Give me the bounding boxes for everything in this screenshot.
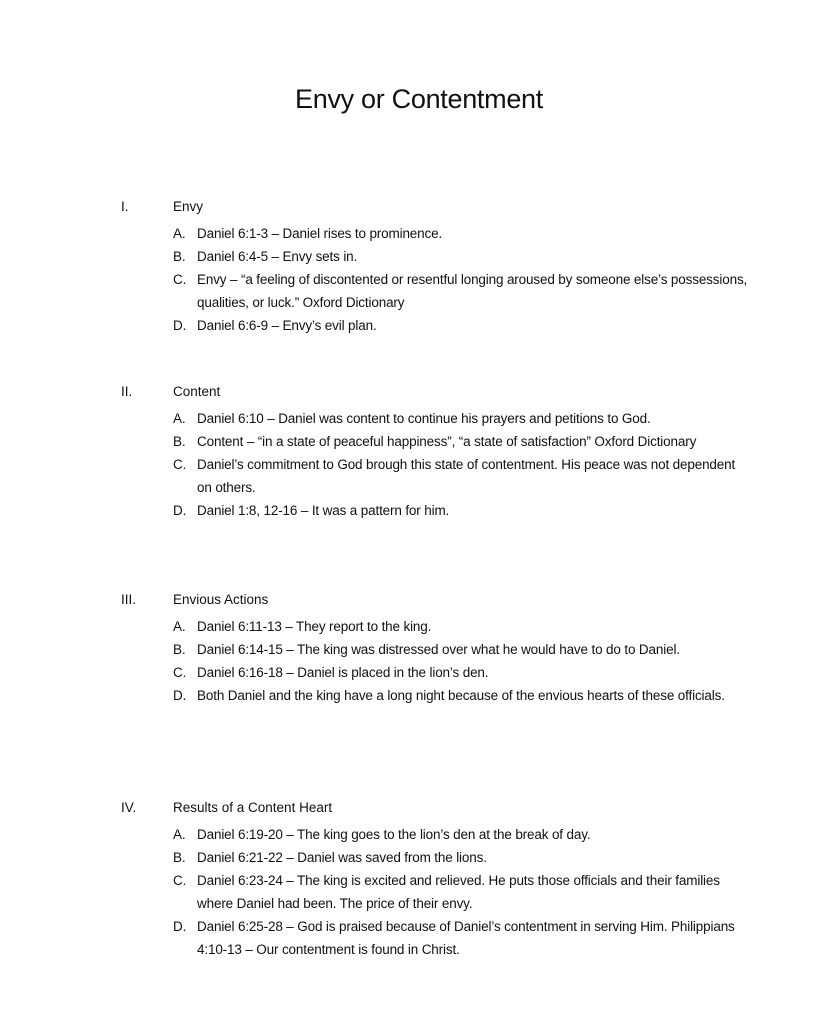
section-numeral: IV.: [121, 800, 137, 815]
item-text: Both Daniel and the king have a long night because of the envious hearts of these officials.: [197, 687, 725, 703]
outline-item: [173, 869, 753, 915]
item-text: Daniel 6:1-3 – Daniel rises to prominence.: [197, 225, 443, 241]
item-letter: D.: [173, 918, 187, 934]
outline-item: [173, 453, 753, 499]
outline-item: [173, 915, 753, 961]
section-heading: Results of a Content Heart: [173, 800, 333, 815]
section-heading: Envy: [173, 199, 204, 214]
item-text: Daniel 6:25-28 – God is praised because of Daniel’s contentment in serving Him. Philippians 4:10-13 – Our contentment is found in Christ.: [197, 918, 735, 957]
outline-item: [173, 222, 753, 245]
item-text: Daniel’s commitment to God brough this state of contentment. His peace was not dependent on others.: [197, 456, 736, 495]
section-numeral: I.: [121, 199, 129, 214]
item-text: Daniel 6:21-22 – Daniel was saved from the lions.: [197, 849, 487, 865]
section-items: [173, 823, 753, 961]
item-letter: C.: [173, 664, 187, 680]
section-numeral: II.: [121, 384, 133, 399]
item-text: Daniel 6:19-20 – The king goes to the lion’s den at the break of day.: [197, 826, 591, 842]
item-text: Content – “in a state of peaceful happiness”, “a state of satisfaction” Oxford Dictionary: [197, 433, 697, 449]
item-letter: A.: [173, 410, 186, 426]
item-letter: A.: [173, 826, 186, 842]
item-text: Daniel 6:16-18 – Daniel is placed in the lion’s den.: [197, 664, 489, 680]
item-letter: D.: [173, 317, 187, 333]
item-letter: C.: [173, 271, 187, 287]
outline-item: [173, 638, 753, 661]
item-text: Daniel 6:10 – Daniel was content to continue his prayers and petitions to God.: [197, 410, 651, 426]
item-text: Daniel 6:11-13 – They report to the king.: [197, 618, 432, 634]
outline-item: [173, 407, 753, 430]
outline-item: [173, 268, 753, 314]
outline-item: [173, 430, 753, 453]
item-letter: D.: [173, 502, 187, 518]
outline-item: [173, 314, 753, 337]
item-letter: B.: [173, 641, 186, 657]
section-items: [173, 222, 753, 337]
outline-item: [173, 823, 753, 846]
outline-item: [173, 615, 753, 638]
item-letter: D.: [173, 687, 187, 703]
item-letter: C.: [173, 872, 187, 888]
item-text: Daniel 1:8, 12-16 – It was a pattern for him.: [197, 502, 450, 518]
item-letter: A.: [173, 618, 186, 634]
section-items: [173, 615, 753, 707]
section-numeral: III.: [121, 592, 137, 607]
item-text: Daniel 6:14-15 – The king was distressed over what he would have to do to Daniel.: [197, 641, 680, 657]
item-text: Daniel 6:4-5 – Envy sets in.: [197, 248, 358, 264]
outline-item: [173, 684, 753, 707]
item-text: Daniel 6:6-9 – Envy’s evil plan.: [197, 317, 377, 333]
item-letter: B.: [173, 248, 186, 264]
outline-item: [173, 245, 753, 268]
item-letter: C.: [173, 456, 187, 472]
section-items: [173, 407, 753, 522]
item-letter: B.: [173, 849, 186, 865]
item-letter: A.: [173, 225, 186, 241]
outline-item: [173, 846, 753, 869]
item-text: Daniel 6:23-24 – The king is excited and relieved. He puts those officials and their families where Daniel had been. The price of their envy.: [197, 872, 720, 911]
item-text: Envy – “a feeling of discontented or resentful longing aroused by someone else’s possessions, qualities, or luck.” Oxford Dictionary: [197, 271, 748, 310]
document-title: Envy or Contentment: [295, 84, 543, 114]
outline-item: [173, 499, 753, 522]
section-heading: Content: [173, 384, 221, 399]
section-heading: Envious Actions: [173, 592, 269, 607]
outline-item: [173, 661, 753, 684]
item-letter: B.: [173, 433, 186, 449]
